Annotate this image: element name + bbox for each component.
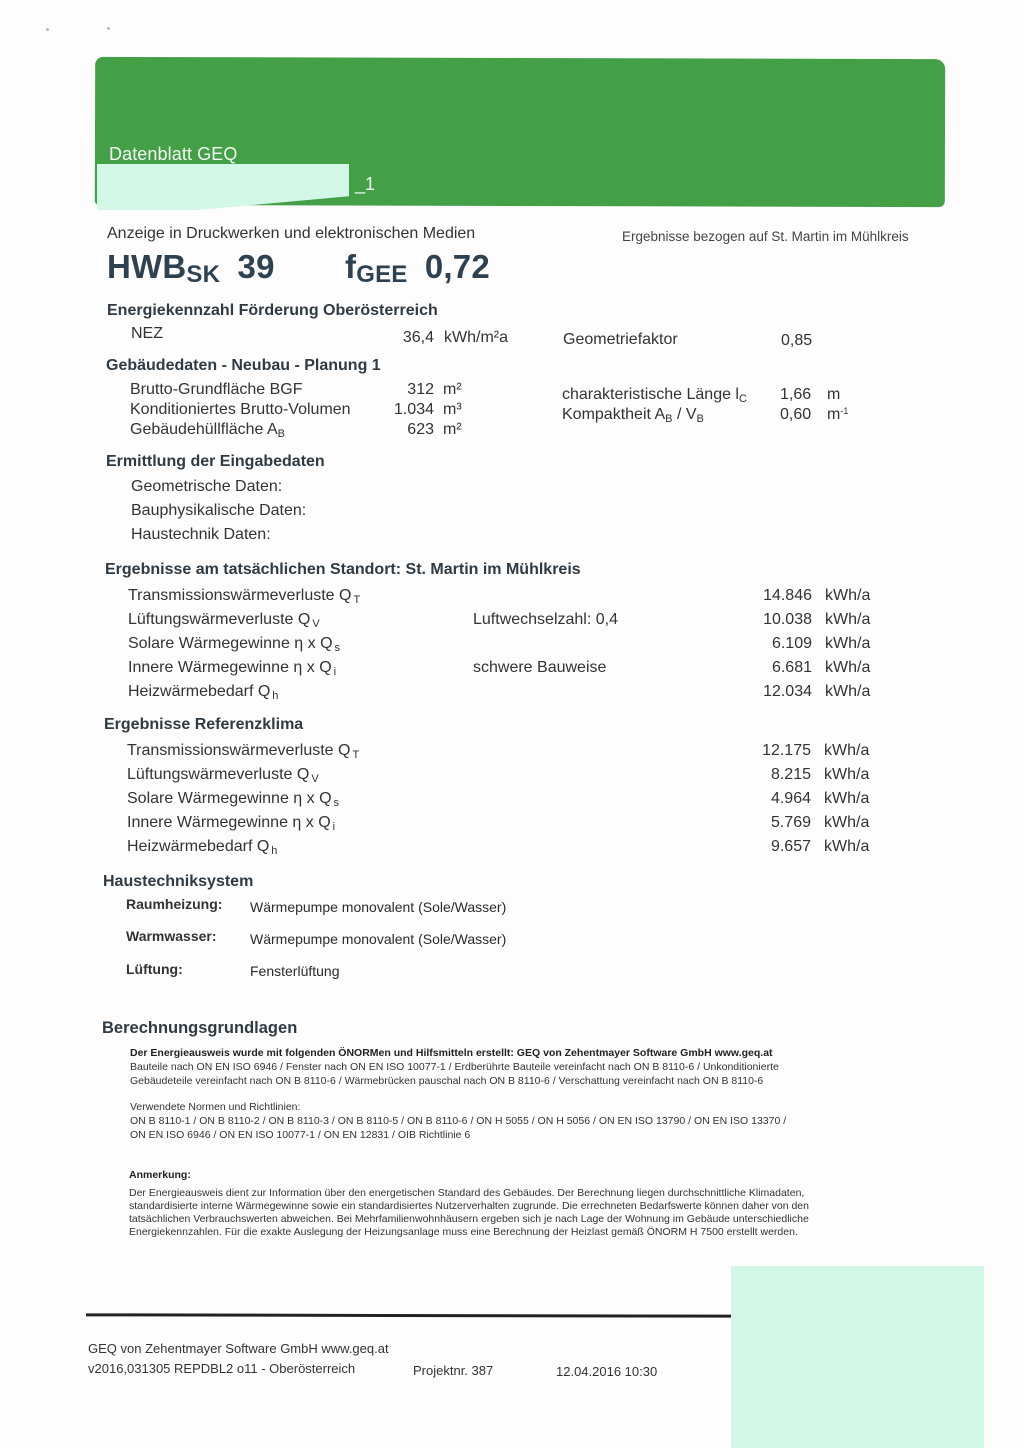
basis-heading: Berechnungsgrundlagen — [102, 1019, 298, 1037]
note-label: Anmerkung: — [129, 1169, 191, 1181]
geometry-row-label-2: / V — [672, 406, 697, 423]
result-row-label-sub: h — [272, 690, 279, 702]
location-note: Ergebnisse bezogen auf St. Martin im Mühlkreis — [622, 229, 909, 244]
norms-line-1: ON B 8110-1 / ON B 8110-2 / ON B 8110-3 / ON B 8110-5 / ON B 8110-6 / ON H 5055 / ON H 5056 / ON EN ISO 13790 / ON EN ISO 13370 / — [130, 1115, 787, 1127]
result-row-label-group — [128, 587, 360, 604]
basis-line-2: Gebäudeteile vereinfacht nach ON B 8110-6 / Wärmebrücken pauschal nach ON B 8110-6 / Verschattung vereinfacht nach ON B 8110-6 — [130, 1075, 764, 1087]
unit-exponent: -1 — [840, 406, 849, 416]
scan-speck — [107, 27, 110, 30]
result-row — [128, 683, 888, 707]
building-row-value: 1.034 — [393, 401, 434, 418]
geometry-row-unit: m — [827, 386, 841, 403]
result-row — [127, 814, 887, 838]
geometry-factor-value: 0,85 — [781, 332, 813, 349]
hwb-label: HWB — [107, 248, 187, 285]
result-row — [127, 838, 887, 862]
result-row-label: Transmissionswärmeverluste Q — [127, 742, 351, 759]
result-row-label-group — [127, 814, 335, 831]
note-line: standardisierte interne Wärmegewinne sowie ein standardisiertes Nutzerverhalten zugrunde. Die errechneten Bedarfswerte können daher von den — [129, 1200, 809, 1212]
geometry-row-label: charakteristische Länge l — [562, 386, 739, 403]
result-row-unit: kWh/a — [825, 587, 871, 604]
norms-line-2: ON EN ISO 6946 / ON EN ISO 10077-1 / ON EN 12831 / OIB Richtlinie 6 — [130, 1129, 471, 1141]
building-row-unit: m³ — [443, 401, 462, 418]
result-row-value: 14.846 — [763, 587, 812, 604]
site-results-heading: Ergebnisse am tatsächlichen Standort: St. Martin im Mühlkreis — [105, 561, 581, 578]
hvac-row-label: Warmwasser: — [126, 928, 217, 944]
fgee-sub: GEE — [356, 261, 408, 288]
note-line: Energiekennzahlen. Für die exakte Auslegung der Heizungsanlage muss eine Berechnung der Heizlast gemäß ÖNORM H 7500 erstellt werden. — [129, 1226, 798, 1238]
result-row-unit: kWh/a — [825, 659, 871, 676]
geometry-row-label-sub: B — [665, 413, 673, 425]
result-row-value: 12.034 — [763, 683, 812, 700]
hwb-value: 39 — [237, 248, 275, 285]
building-row-unit: m² — [443, 381, 462, 398]
result-row-label: Innere Wärmegewinne η x Q — [128, 659, 332, 676]
hvac-row-value: Fensterlüftung — [250, 963, 340, 979]
result-row-label: Heizwärmebedarf Q — [128, 683, 271, 700]
geometry-row-label: Kompaktheit A — [562, 406, 666, 423]
nez-unit: kWh/m²a — [444, 329, 508, 346]
note-line: Der Energieausweis dient zur Information über den energetischen Standard des Gebäudes. Der Berechnung liegen durchschnittliche Klimadaten, — [129, 1187, 805, 1199]
result-row-value: 4.964 — [770, 790, 811, 807]
input-data-heading: Ermittlung der Eingabedaten — [106, 453, 325, 470]
hvac-row-label: Raumheizung: — [126, 896, 223, 912]
hvac-heading: Haustechniksystem — [103, 873, 254, 890]
result-row-unit: kWh/a — [824, 814, 870, 831]
building-row-label-sub: B — [277, 428, 286, 440]
footer-datetime: 12.04.2016 10:30 — [556, 1364, 658, 1379]
display-note: Anzeige in Druckwerken und elektronischen Medien — [107, 225, 476, 242]
building-row-value: 312 — [407, 381, 434, 398]
building-row-unit: m² — [443, 421, 462, 438]
result-row-label-sub: T — [353, 594, 361, 606]
result-row-label-group — [127, 742, 359, 759]
geometry-row-unit — [827, 406, 848, 424]
result-row-unit: kWh/a — [824, 766, 870, 783]
result-row-label-group — [128, 635, 340, 652]
site-results-table — [128, 587, 888, 707]
footer-company: GEQ von Zehentmayer Software GmbH www.geq.at — [88, 1341, 389, 1356]
result-row-value: 12.175 — [762, 742, 811, 759]
result-row-unit: kWh/a — [824, 790, 870, 807]
result-row-label: Innere Wärmegewinne η x Q — [127, 814, 331, 831]
result-row-label-group — [127, 838, 277, 855]
result-row — [128, 587, 888, 611]
nez-label: NEZ — [131, 325, 163, 342]
hvac-row-label: Lüftung: — [126, 961, 183, 977]
building-row-label: Konditioniertes Brutto-Volumen — [130, 401, 351, 418]
building-data-table — [130, 381, 470, 441]
result-row — [127, 742, 887, 766]
result-row — [128, 635, 888, 659]
result-row-value: 10.038 — [763, 611, 812, 628]
result-row-label-sub: T — [352, 749, 360, 761]
geometry-row — [562, 386, 862, 406]
result-row-unit: kWh/a — [825, 683, 871, 700]
result-row-label-group — [128, 659, 336, 676]
result-row-label-sub: V — [312, 618, 320, 630]
redaction-block — [731, 1266, 984, 1448]
hwb-sub: SK — [186, 261, 221, 288]
result-row-unit: kWh/a — [825, 611, 871, 628]
footer-divider — [86, 1313, 731, 1317]
input-data-physical: Bauphysikalische Daten: — [131, 502, 307, 519]
fgee-value: 0,72 — [424, 248, 490, 285]
basis-lead: Der Energieausweis wurde mit folgenden ÖNORMen und Hilfsmitteln erstellt: GEQ von Zehentmayer Software GmbH www.geq.at — [130, 1047, 773, 1059]
nez-value: 36,4 — [402, 329, 434, 346]
fgee-kpi — [345, 248, 490, 289]
hwb-kpi — [107, 248, 275, 289]
result-row — [128, 611, 888, 635]
building-row-label: Gebäudehüllfläche A — [130, 421, 278, 438]
hvac-row — [126, 928, 626, 961]
result-row-label-group — [128, 683, 278, 700]
energy-index-heading: Energiekennzahl Förderung Oberösterreich — [107, 302, 438, 319]
result-row-label-group — [128, 611, 320, 628]
geometry-row-value: 0,60 — [780, 406, 812, 423]
hvac-row — [126, 961, 626, 993]
result-row — [127, 790, 887, 814]
result-row-label-group — [127, 766, 319, 783]
result-row-label-sub: i — [332, 821, 336, 833]
result-row-label: Transmissionswärmeverluste Q — [128, 587, 352, 604]
result-row-label: Solare Wärmegewinne η x Q — [127, 790, 332, 807]
result-row-value: 9.657 — [770, 838, 811, 855]
result-row-value: 8.215 — [770, 766, 811, 783]
result-row-label: Lüftungswärmeverluste Q — [128, 611, 311, 628]
result-row-label-sub: i — [333, 666, 337, 678]
geometry-row-label-sub-2: B — [696, 413, 704, 425]
building-row — [130, 381, 470, 401]
hvac-row-value: Wärmepumpe monovalent (Sole/Wasser) — [250, 931, 507, 947]
building-data-heading: Gebäudedaten - Neubau - Planung 1 — [106, 357, 381, 374]
geometry-row-value: 1,66 — [780, 386, 812, 403]
unit-base: m — [827, 406, 841, 423]
result-row-label-sub: V — [311, 773, 319, 785]
result-row-value: 6.109 — [771, 635, 812, 652]
fgee-label: f — [345, 248, 357, 285]
result-row-unit: kWh/a — [825, 635, 871, 652]
geometry-row — [562, 406, 862, 426]
result-row-label-sub: s — [333, 797, 340, 809]
result-row-value: 6.681 — [771, 659, 812, 676]
footer-project-number: Projektnr. 387 — [413, 1363, 494, 1378]
result-row-label-sub: s — [334, 642, 341, 654]
building-row-label: Brutto-Grundfläche BGF — [130, 381, 303, 398]
result-row-value: 5.769 — [770, 814, 811, 831]
result-row-label-sub: h — [271, 845, 278, 857]
result-row-label: Heizwärmebedarf Q — [127, 838, 270, 855]
result-row-label: Solare Wärmegewinne η x Q — [128, 635, 333, 652]
note-line: tatsächlichen Verbrauchswerten abweichen. Bei Mehrfamilienwohnhäusern ergeben sich je nach Lage der Wohnung im Gebäude unterschiedliche — [129, 1213, 809, 1225]
norms-label: Verwendete Normen und Richtlinien: — [130, 1101, 301, 1113]
result-row-label: Lüftungswärmeverluste Q — [127, 766, 310, 783]
building-row — [130, 421, 470, 441]
result-row-note: schwere Bauweise — [473, 659, 607, 676]
result-row-unit: kWh/a — [824, 742, 870, 759]
geometry-row-label-sub: C — [738, 393, 747, 405]
reference-results-table — [127, 742, 887, 862]
hvac-table — [126, 896, 626, 993]
document-title: Datenblatt GEQ — [109, 144, 238, 164]
project-name-suffix: _1 — [355, 174, 376, 194]
reference-results-heading: Ergebnisse Referenzklima — [104, 716, 304, 733]
result-row — [127, 766, 887, 790]
basis-line-1: Bauteile nach ON EN ISO 6946 / Fenster nach ON EN ISO 10077-1 / Erdberührte Bauteile vereinfacht nach ON B 8110-6 / Unkonditionierte — [130, 1061, 779, 1073]
result-row-unit: kWh/a — [824, 838, 870, 855]
input-data-geometric: Geometrische Daten: — [131, 478, 283, 495]
building-row-value: 623 — [407, 421, 434, 438]
building-geometry-table — [562, 386, 862, 426]
input-data-hvac: Haustechnik Daten: — [131, 526, 271, 543]
geometry-factor-label: Geometriefaktor — [563, 331, 678, 348]
result-row-note: Luftwechselzahl: 0,4 — [473, 611, 618, 628]
hvac-row-value: Wärmepumpe monovalent (Sole/Wasser) — [250, 899, 507, 915]
hvac-row — [126, 896, 626, 928]
footer-version: v2016,031305 REPDBL2 o11 - Oberösterreich — [88, 1361, 356, 1376]
scan-speck — [46, 28, 49, 31]
result-row-label-group — [127, 790, 339, 807]
result-row — [128, 659, 888, 683]
building-row — [130, 401, 470, 421]
